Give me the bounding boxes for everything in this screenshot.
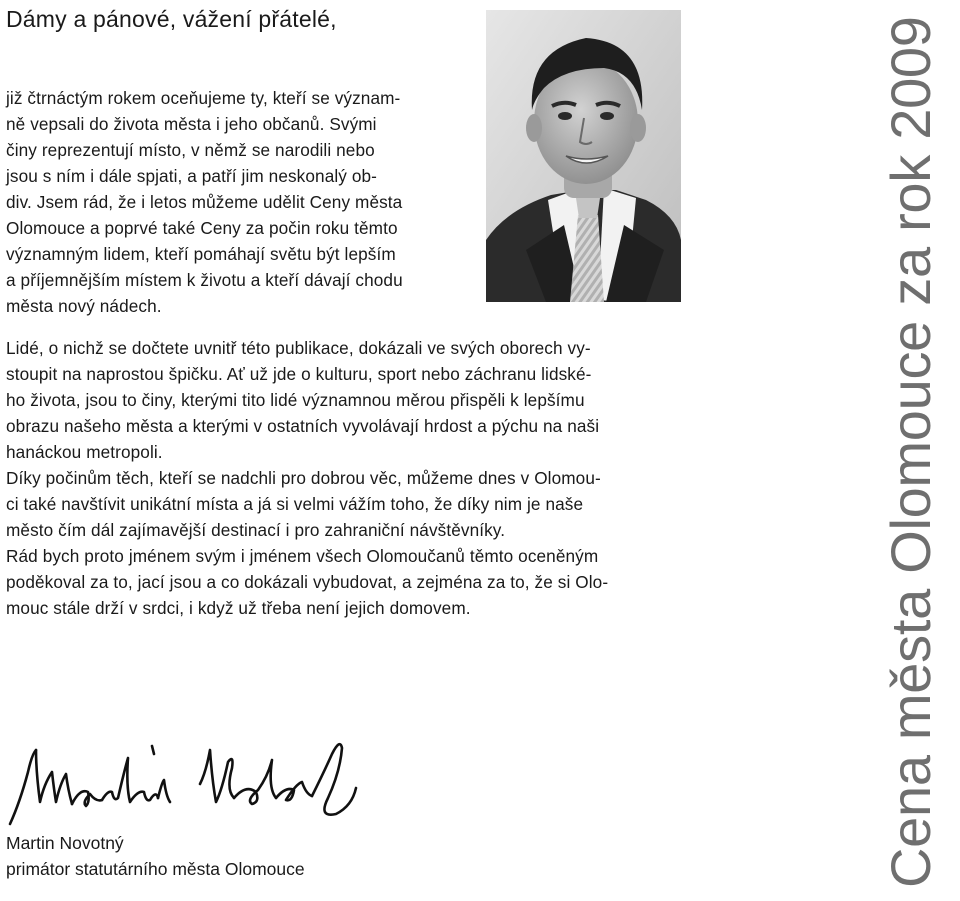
paragraph-line: již čtrnáctým rokem oceňujeme ty, kteří se význam- <box>6 88 401 108</box>
paragraph-line: jsou s ním i dále spjati, a patří jim neskonalý ob- <box>6 166 377 186</box>
paragraph-line: stoupit na naprostou špičku. Ať už jde o kulturu, sport nebo záchranu lidské- <box>6 364 592 384</box>
vertical-side-title: Cena města Olomouce za rok 2009 <box>879 16 942 888</box>
paragraph-line: div. Jsem rád, že i letos můžeme udělit Ceny města <box>6 192 403 212</box>
handwritten-signature <box>6 732 358 832</box>
paragraph-line: poděkoval za to, jací jsou a co dokázali vybudovat, a zejména za to, že si Olo- <box>6 572 609 592</box>
paragraph-line: ci také navštívit unikátní místa a já si velmi vážím toho, že díky nim je naše <box>6 494 584 514</box>
portrait-photo <box>486 10 681 302</box>
main-paragraph <box>6 335 682 621</box>
paragraph-line: město čím dál zajímavější destinací i pro zahraniční návštěvníky. <box>6 520 506 540</box>
greeting-heading: Dámy a pánové, vážení přátelé, <box>6 6 337 32</box>
paragraph-line: a příjemnějším místem k životu a kteří dávají chodu <box>6 270 403 290</box>
signatory-name: Martin Novotný <box>6 833 124 853</box>
paragraph-line: ně vepsali do života města i jeho občanů. Svými <box>6 114 377 134</box>
paragraph-line: Díky počinům těch, kteří se nadchli pro dobrou věc, můžeme dnes v Olomou- <box>6 468 601 488</box>
paragraph-line: města nový nádech. <box>6 296 162 316</box>
paragraph-line: činy reprezentují místo, v němž se narodili nebo <box>6 140 375 160</box>
paragraph-line: významným lidem, kteří pomáhají světu být lepším <box>6 244 396 264</box>
paragraph-line: Rád bych proto jménem svým i jménem všech Olomoučanů těmto oceněným <box>6 546 599 566</box>
paragraph-line: obrazu našeho města a kterými v ostatních vyvolávají hrdost a pýchu na naši <box>6 416 600 436</box>
paragraph-line: mouc stále drží v srdci, i když už třeba není jejich domovem. <box>6 598 471 618</box>
paragraph-line: Lidé, o nichž se dočtete uvnitř této publikace, dokázali ve svých oborech vy- <box>6 338 591 358</box>
intro-paragraph <box>6 85 466 319</box>
signatory-title: primátor statutárního města Olomouce <box>6 859 305 879</box>
paragraph-line: ho života, jsou to činy, kterými tito lidé významnou měrou přispěli k lepšímu <box>6 390 585 410</box>
paragraph-line: hanáckou metropoli. <box>6 442 163 462</box>
paragraph-line: Olomouce a poprvé také Ceny za počin roku těmto <box>6 218 398 238</box>
